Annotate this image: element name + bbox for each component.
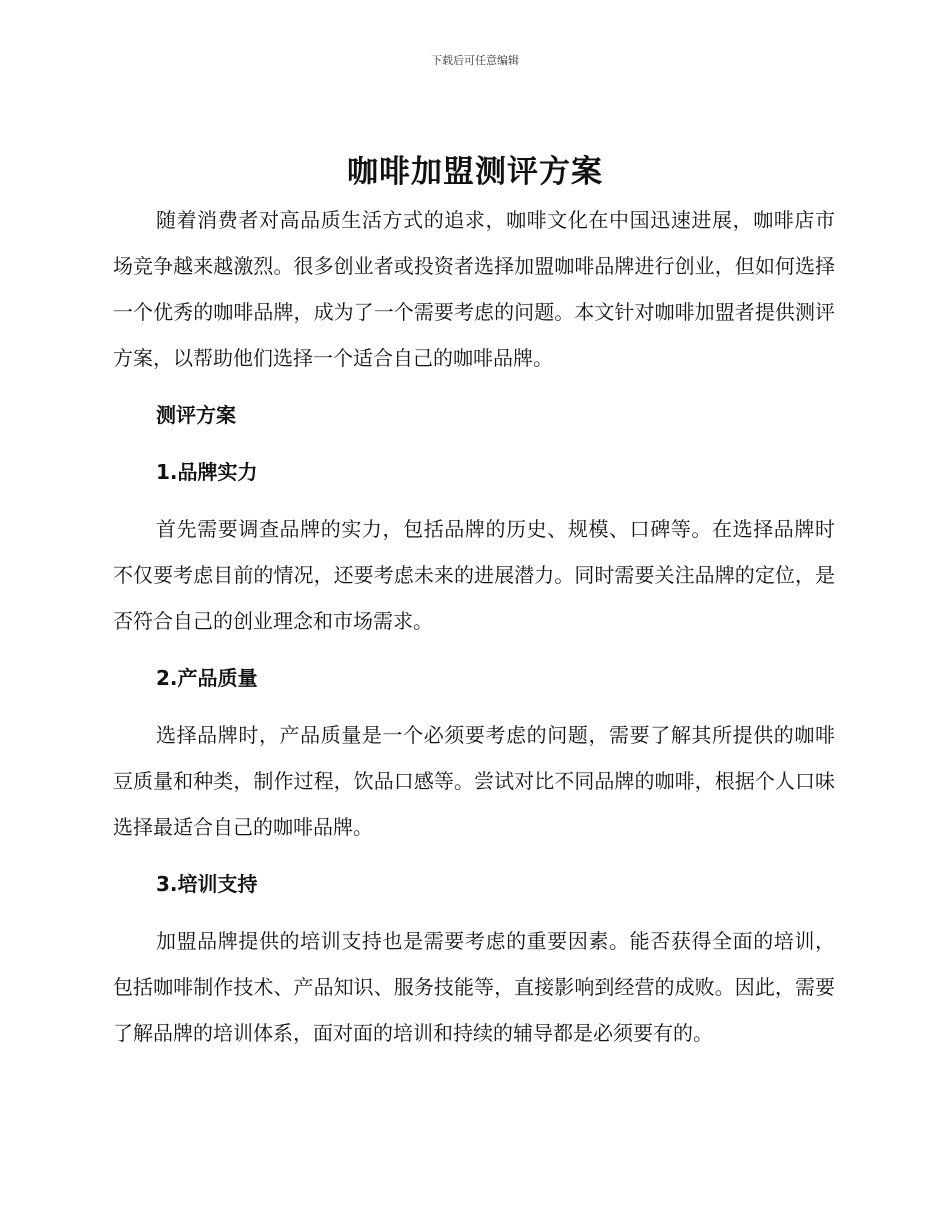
subsection-heading-training-support: 3.培训支持 bbox=[156, 872, 258, 896]
document-title: 咖啡加盟测评方案 bbox=[347, 154, 603, 190]
page-header-note: 下载后可任意编辑 bbox=[431, 54, 519, 67]
paragraph-training-support: 加盟品牌提供的培训支持也是需要考虑的重要因素。能否获得全面的培训，包括咖啡制作技术、产品知识、服务技能等，直接影响到经营的成败。因此，需要了解品牌的培训体系，面对面的培训和持续的辅导都是必须要有的。 bbox=[113, 929, 835, 1045]
paragraph-product-quality: 选择品牌时，产品质量是一个必须要考虑的问题，需要了解其所提供的咖啡豆质量和种类，制作过程，饮品口感等。尝试对比不同品牌的咖啡，根据个人口味选择最适合自己的咖啡品牌。 bbox=[113, 723, 835, 839]
subsection-heading-product-quality: 2.产品质量 bbox=[156, 666, 258, 690]
intro-paragraph: 随着消费者对高品质生活方式的追求，咖啡文化在中国迅速进展，咖啡店市场竞争越来越激烈。很多创业者或投资者选择加盟咖啡品牌进行创业，但如何选择一个优秀的咖啡品牌，成为了一个需要考虑的问题。本文针对咖啡加盟者提供测评方案，以帮助他们选择一个适合自己的咖啡品牌。 bbox=[113, 208, 835, 370]
subsection-heading-brand-strength: 1.品牌实力 bbox=[156, 460, 258, 484]
paragraph-brand-strength: 首先需要调查品牌的实力，包括品牌的历史、规模、口碑等。在选择品牌时不仅要考虑目前的情况，还要考虑未来的进展潜力。同时需要关注品牌的定位，是否符合自己的创业理念和市场需求。 bbox=[113, 517, 835, 633]
section-heading-evaluation-plan: 测评方案 bbox=[156, 403, 236, 427]
document-body bbox=[113, 197, 835, 1056]
